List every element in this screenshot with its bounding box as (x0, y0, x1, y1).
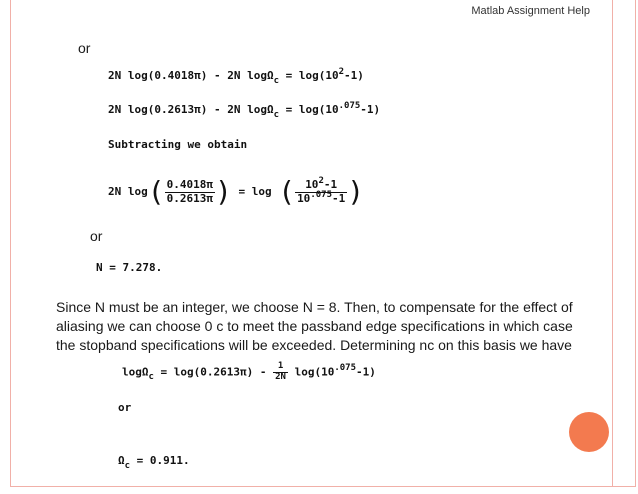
n-result: N = 7.278. (96, 261, 163, 274)
eq1-lhs-sub: c (273, 76, 279, 86)
eq4-fraction (273, 362, 288, 383)
eq1-rhs-end: -1) (344, 69, 364, 82)
eq2-rhs: = log(10 (279, 103, 339, 116)
eq3-rfrac-den (295, 189, 347, 206)
subtracting-text: Subtracting we obtain (108, 138, 248, 151)
equation-3 (108, 175, 365, 208)
eq3-fraction (165, 179, 215, 204)
eq3-left-paren: ( (147, 175, 165, 208)
eq4-frac-num: 1 (273, 362, 288, 373)
eq3-right-paren: ) (214, 175, 232, 208)
eq4-rhs-sup: .075 (334, 363, 357, 374)
equation-1 (108, 67, 364, 86)
eq1-rhs: = log(10 (279, 69, 339, 82)
eq3-rfrac-den-end: -1 (332, 191, 346, 205)
eq4-frac-den: 2N (275, 371, 286, 382)
eq3-prefix: 2N log (108, 184, 148, 198)
eq4-rhs: log(10 (287, 365, 335, 379)
eq2-lhs-sub: c (273, 110, 279, 120)
header-title: Matlab Assignment Help (471, 5, 590, 17)
eq3-equals: = log (231, 184, 272, 198)
eq4-lhs: logΩ (122, 365, 149, 379)
or-label-3: or (118, 401, 132, 414)
eq4-mid: = log(0.2613π) - (153, 365, 274, 379)
omega-value: = 0.911. (130, 454, 190, 467)
eq3-rfrac-den-base: 10 (297, 191, 311, 205)
eq4-rhs-end: -1) (356, 365, 376, 379)
eq2-rhs-sup: .075 (338, 101, 361, 111)
or-label-2: or (90, 228, 103, 244)
eq3-rfrac-num-base: 10 (305, 177, 319, 191)
equation-4 (118, 362, 376, 383)
eq3-rparen-open: ( (278, 175, 296, 208)
eq3-frac-num: 0.4018π (166, 178, 213, 192)
eq4-lhs-sub: c (148, 372, 154, 383)
equation-2 (108, 101, 381, 120)
explanation-paragraph: Since N must be an integer, we choose N = 8. Then, to compensate for the effect of aliasing we can choose 0 c to meet the passband edge specifications in which case the stopband specifications will be exceeded. Determining nc on this basis we have (56, 299, 573, 353)
eq3-rfrac-num-end: -1 (323, 177, 338, 191)
eq3-frac-den: 0.2613π (166, 191, 213, 205)
eq1-rhs-sup: 2 (338, 67, 345, 77)
slide-right-border (612, 0, 613, 487)
orange-circle-decoration (569, 412, 609, 452)
omega-result (118, 454, 190, 471)
eq1-lhs: 2N log(0.4018π) - 2N logΩ (108, 69, 274, 82)
omega-symbol: Ω (118, 454, 125, 467)
eq2-rhs-end: -1) (360, 103, 381, 116)
eq3-rfrac-num-sup: 2 (318, 175, 324, 186)
or-label-1: or (78, 40, 91, 56)
eq2-lhs: 2N log(0.2613π) - 2N logΩ (108, 103, 274, 116)
omega-sub: c (124, 461, 131, 471)
eq3-rfrac-den-sup: .075 (310, 189, 332, 200)
eq3-right-fraction (295, 175, 347, 206)
eq3-rparen-close: ) (347, 175, 365, 208)
